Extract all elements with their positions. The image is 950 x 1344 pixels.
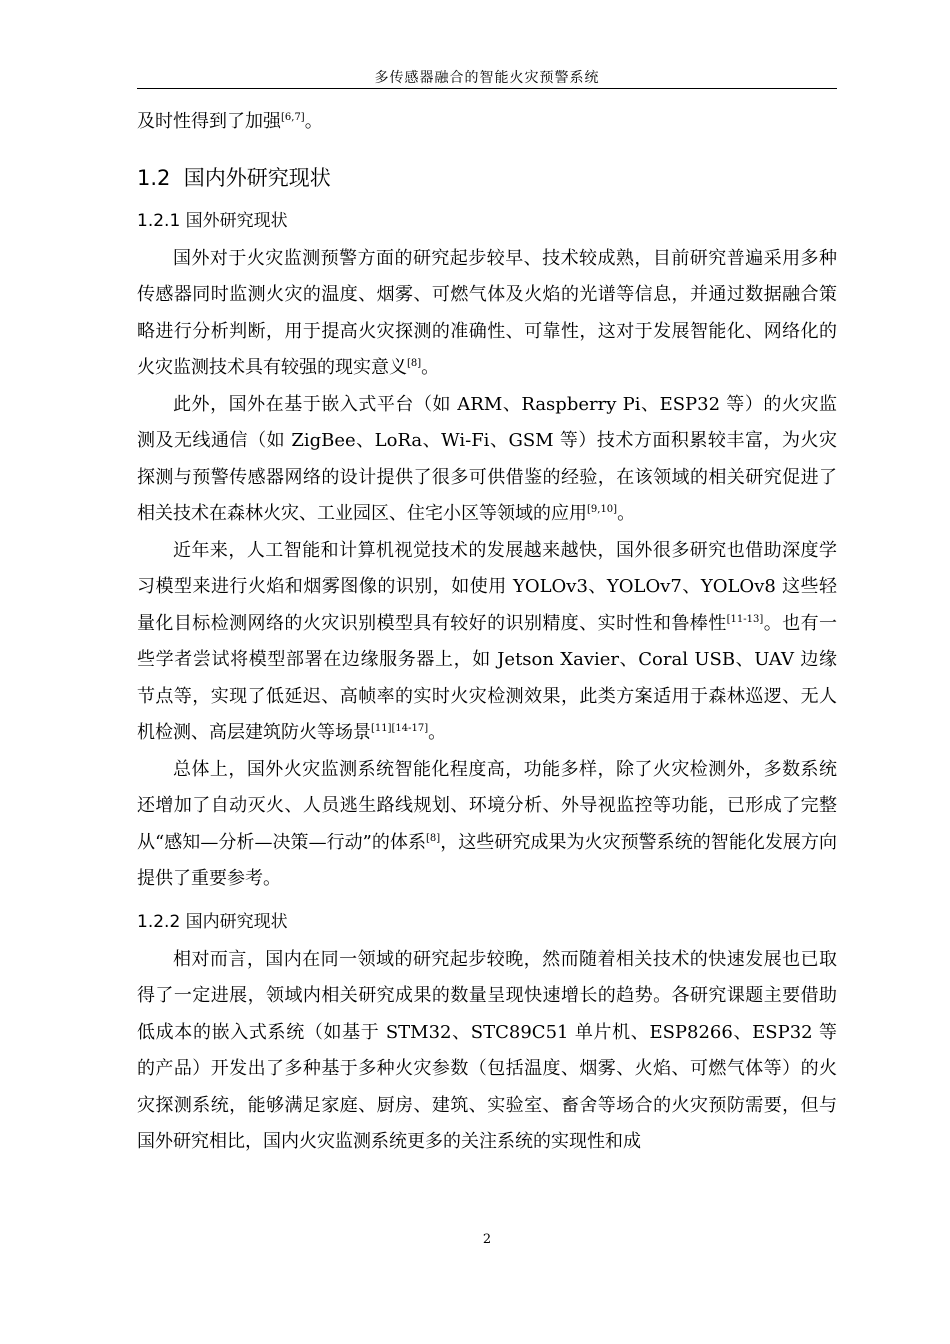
paragraph: 总体上，国外火灾监测系统智能化程度高，功能多样，除了火灾检测外，多数系统还增加了自动灭火、人员逃生路线规划、环境分析、外导视监控等功能，已形成了完整从“感知—分析—决策—行动”的体系[8]，这些研究成果为火灾预警系统的智能化发展方向提供了重要参考。 <box>137 758 838 889</box>
citation: [6,7] <box>281 112 305 123</box>
citation: [8] <box>426 832 441 844</box>
section-number: 1.2 <box>137 165 171 190</box>
intro-paragraph: 及时性得到了加强[6,7]。 <box>137 111 323 132</box>
citation: [8] <box>407 358 422 369</box>
subsection-heading-foreign: 1.2.1 国外研究现状 <box>137 210 288 231</box>
page-number: 2 <box>482 1232 492 1247</box>
paragraph: 此外，国外在基于嵌入式平台（如 ARM、Raspberry Pi、ESP32 等）的火灾监测及无线通信（如 ZigBee、LoRa、Wi-Fi、GSM 等）技术方面积累较丰富，为火灾探测与预警传感器网络的设计提供了很多可供借鉴的经验，在该领域的相关研究促进了相关技术在森林火灾、工业园区、住宅小区等领域的应用[9,10]。 <box>137 393 837 524</box>
subsection-heading-domestic: 1.2.2 国内研究现状 <box>137 911 288 932</box>
section-title: 国内外研究现状 <box>183 165 331 190</box>
section-heading <box>137 163 837 193</box>
citation: [11][14-17] <box>371 723 429 734</box>
paragraph: 近年来，人工智能和计算机视觉技术的发展越来越快，国外很多研究也借助深度学习模型来进行火焰和烟雾图像的识别，如使用 YOLOv3、YOLOv7、YOLOv8 这些轻量化目标检测网络的火灾识别模型具有较好的识别精度、实时性和鲁棒性[11-13]。也有一些学者尝试将模型部署在边缘服务器上，如 Jetson Xavier、Coral USB、UAV 边缘节点等，实现了低延迟、高帧率的实时火灾检测效果，此类方案适用于森林巡逻、无人机检测、高层建筑防火等场景[11][14-17]。 <box>137 539 838 743</box>
citation: [9,10] <box>587 504 618 515</box>
page-body <box>137 104 837 1161</box>
paragraph: 相对而言，国内在同一领域的研究起步较晚，然而随着相关技术的快速发展也已取得了一定进展，领域内相关研究成果的数量呈现快速增长的趋势。各研究课题主要借助低成本的嵌入式系统（如基于 STM32、STC89C51 单片机、ESP8266、ESP32 等的产品）开发出了多种基于多种火灾参数（包括温度、烟雾、火焰、可燃气体等）的火灾探测系统，能够满足家庭、厨房、建筑、实验室、畜舍等场合的火灾预防需要，但与国外研究相比，国内火灾监测系统更多的关注系统的实现性和成 <box>137 948 837 1152</box>
running-header: 多传感器融合的智能火灾预警系统 <box>374 70 600 86</box>
header-rule <box>137 88 837 89</box>
citation: [11-13] <box>726 613 764 625</box>
paragraph: 国外对于火灾监测预警方面的研究起步较早、技术较成熟，目前研究普遍采用多种传感器同时监测火灾的温度、烟雾、可燃气体及火焰的光谱等信息，并通过数据融合策略进行分析判断，用于提高火灾探测的准确性、可靠性，这对于发展智能化、网络化的火灾监测技术具有较强的现实意义[8]。 <box>137 247 837 378</box>
